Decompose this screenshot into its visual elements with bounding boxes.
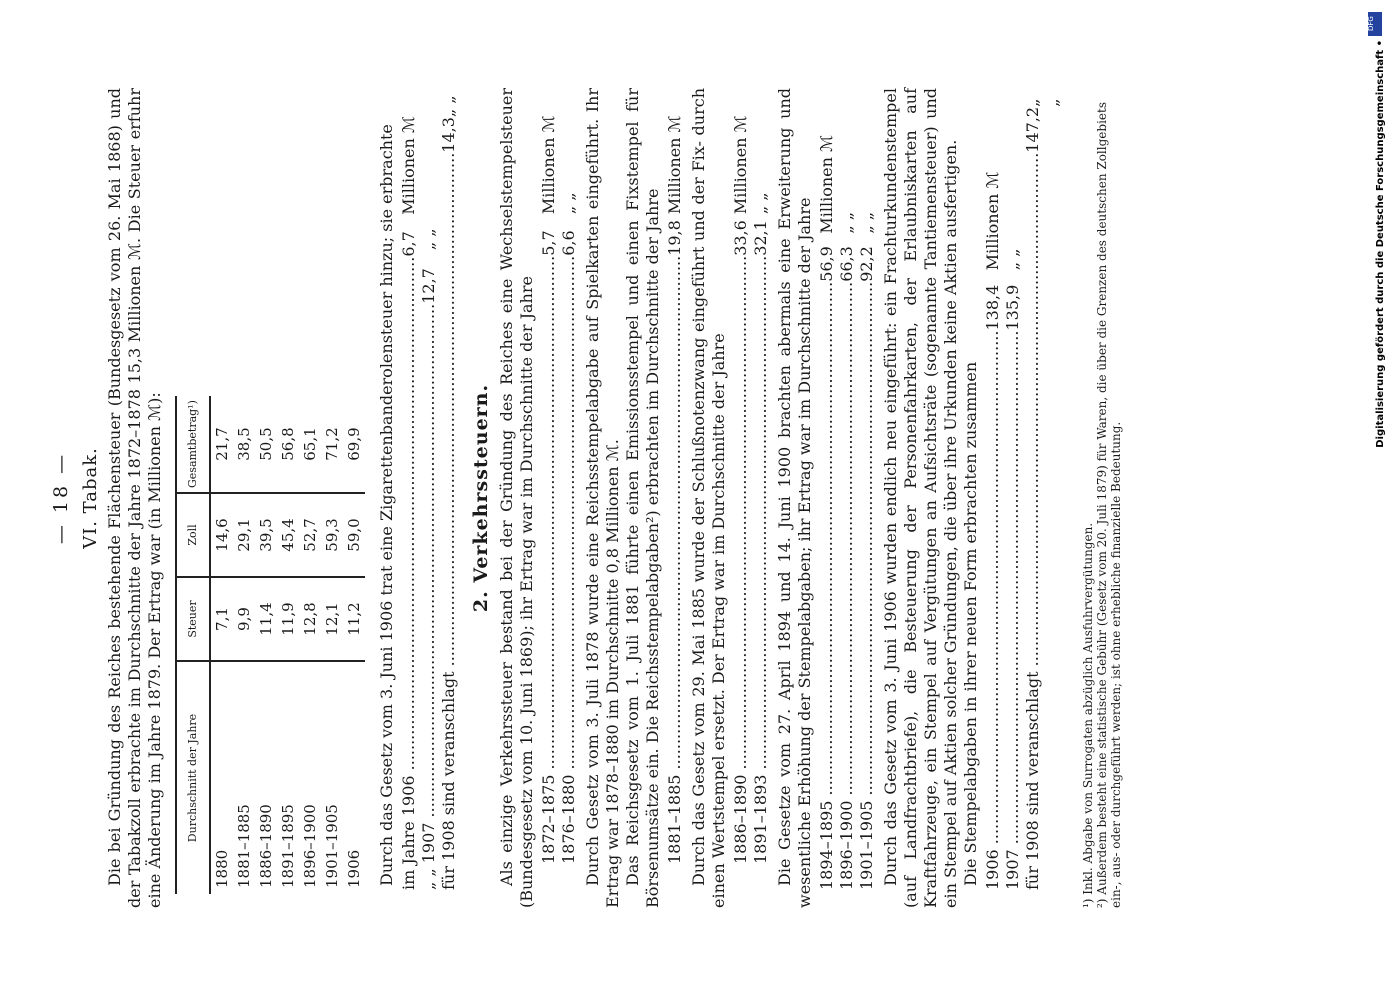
paragraph-gesetz-1906: Durch das Gesetz vom 3. Juni 1906 wurden endlich neu eingeführt: ein Frachturkundenstempel (auf Landfrachtbriefe), die Besteuerung der Personenfahrkarten, der Erlaubniskarten auf Kraftfahrzeuge, ein Stempel auf Vergütungen an Aufsichtsräte (sogenannte Tantiemensteuer) und ein Stempel auf Aktien solcher Gründungen, die über ihre Urkunden keine Aktien ausfertigen. (881, 88, 960, 908)
table-header: Gesamtbetrag¹) (176, 396, 210, 493)
table-cell: 45,4 (277, 493, 299, 577)
item-value: 33,6 (731, 220, 750, 256)
footnote-1: ¹) Inkl. Abgabe von Surrogaten abzüglich Ausfuhrvergütungen. (1081, 522, 1095, 908)
item-label: „ „ 1907 ..... (419, 304, 439, 890)
item-value: 135,9 (1003, 284, 1022, 331)
table-cell: 21,7 (210, 396, 233, 493)
item-label: 1876–1880 ..... (559, 256, 579, 864)
table-cell: 1886–1890 (257, 804, 275, 888)
table-cell: 39,5 (255, 493, 277, 577)
table-header: Zoll (176, 493, 210, 577)
cigarette-paragraph: Durch das Gesetz vom 3. Juni 1906 trat eine Zigarettenbanderolensteuer hinzu; sie erbrachte (377, 124, 396, 886)
item-unit: „ „ (439, 95, 458, 118)
table-cell: 59,0 (343, 493, 365, 577)
item-label: für 1908 sind veranschlagt ..... (439, 153, 459, 890)
item-label: 1906 ..... (983, 331, 1003, 890)
item-label: 1894–1895 ..... (817, 282, 837, 890)
list-item (419, 88, 439, 890)
table-cell: 11,2 (343, 577, 365, 661)
item-value: 92,2 (857, 246, 876, 282)
item-unit: „ „ (1023, 98, 1062, 107)
dfg-logo: DFG (1368, 12, 1382, 36)
paragraph-spielkarten: Durch Gesetz vom 3. Juli 1878 wurde eine Reichsstempelabgabe auf Spielkarten eingeführt. Ihr Ertrag war 1878–1880 im Durchschnitte 0,8 Millionen ℳ. (583, 88, 622, 908)
table-row (255, 396, 277, 894)
item-label: 1886–1890 ..... (731, 256, 751, 864)
table-cell: 69,9 (343, 396, 365, 493)
table-cell: 12,1 (321, 577, 343, 661)
table-cell: 11,4 (255, 577, 277, 661)
table-row (277, 396, 299, 894)
item-unit: Millionen ℳ (817, 134, 836, 234)
page-number: — 18 — (50, 451, 72, 545)
p7-list (983, 88, 1063, 908)
item-label: 1881–1885 ..... (665, 256, 685, 864)
item-value: 56,9 (817, 246, 836, 282)
dfg-credit-text: Digitalisierung gefördert durch die Deutsche Forschungsgemeinschaft • (1375, 40, 1386, 448)
list-item (539, 88, 559, 864)
table-row (210, 396, 233, 894)
table-cell: 7,1 (210, 577, 233, 661)
table-cell: 59,3 (321, 493, 343, 577)
item-unit: „ „ (751, 192, 770, 215)
table-cell: 50,5 (255, 396, 277, 493)
list-item (817, 88, 837, 890)
intro-paragraph: Die bei Gründung des Reiches bestehende Flächensteuer (Bundesgesetz vom 26. Mai 1868) und der Tabakzoll erbrachte im Durchschnitte der Jahre 1872–1878 15,3 Millionen ℳ. Die Steuer erfuhr eine Änderung im Jahre 1879. Der Ertrag war (in Millionen ℳ): (105, 88, 164, 908)
list-item (983, 88, 1003, 890)
list-item (837, 88, 857, 890)
table-row (343, 396, 365, 894)
paragraph-stempelabgaben: Die Stempelabgaben in ihrer neuen Form erbrachten zusammen (961, 361, 980, 886)
dfg-sidebar (1368, 12, 1390, 992)
paragraph-gesetze-1894-1900: Die Gesetze vom 27. April 1894 und 14. Juni 1900 brachten abermals eine Erweiterung und wesentliche Erhöhung der Stempelabgaben; ihr Ertrag war im Durchschnitte der Jahre (775, 88, 814, 908)
table-cell: 1906 (345, 849, 363, 888)
item-value: 6,6 (559, 230, 578, 256)
p4-list (731, 88, 771, 908)
list-item (1023, 88, 1063, 890)
item-label: im Jahre 1906 ..... (399, 257, 419, 890)
item-label: 1896–1900 ..... (837, 282, 857, 890)
list-item (751, 88, 771, 864)
item-unit: Millionen ℳ (983, 171, 1002, 271)
table-cell: 14,6 (210, 493, 233, 577)
table-cell: 1896–1900 (301, 804, 319, 888)
section-title-tabak: VI. Tabak. (80, 447, 101, 549)
paragraph-gesetz-1885: Durch das Gesetz vom 29. Mai 1885 wurde der Schlußnotenzwang eingeführt und der Fix- durch einen Wertstempel ersetzt. Der Ertrag war im Durchschnitte der Jahre (689, 88, 728, 908)
table-cell: 29,1 (233, 493, 255, 577)
p5-list (817, 88, 877, 908)
footnote-2: ²) Außerdem besteht eine statistische Gebühr (Gesetz vom 20. Juli 1879) für Waren, die über die Grenzen des deutschen Zollgebiets ein-, aus- oder durchgeführt werden; ist ohne erhebliche finanzielle Bedeutung. (1095, 102, 1123, 908)
item-value: 32,1 (751, 220, 770, 256)
table-cell: 9,9 (233, 577, 255, 661)
item-unit: „ „ (419, 228, 438, 251)
p3-list (665, 88, 685, 908)
table-cell: 65,1 (299, 396, 321, 493)
paragraph-wechselstempel: Als einzige Verkehrssteuer bestand bei der Gründung des Reiches eine Wechselstempelsteuer (Bundesgesetz vom 10. Juni 1869); ihr Ertrag war im Durchschnitte der Jahre (497, 88, 536, 908)
table-cell: 38,5 (233, 396, 255, 493)
item-value: 6,7 (399, 231, 418, 257)
table-cell: 56,8 (277, 396, 299, 493)
table-cell: 71,2 (321, 396, 343, 493)
table-cell: 1881–1885 (235, 804, 253, 888)
p1-list (539, 88, 579, 908)
item-label: 1901–1905 ..... (857, 282, 877, 890)
item-value: 5,7 (539, 230, 558, 256)
list-item (1003, 88, 1023, 890)
cigarette-list (399, 88, 459, 908)
table-row (299, 396, 321, 894)
item-unit: Millionen ℳ (539, 115, 558, 215)
table-cell: 52,7 (299, 493, 321, 577)
list-item (665, 88, 685, 864)
table-cell: 1891–1895 (279, 804, 297, 888)
list-item (857, 88, 877, 890)
item-unit: „ „ (559, 192, 578, 215)
page-content (51, 88, 1131, 908)
table-cell: 1880 (213, 849, 231, 888)
table-row (233, 396, 255, 894)
paragraph-reichsgesetz-1881: Das Reichsgesetz vom 1. Juli 1881 führte einen Emissionsstempel und einen Fixstempel für Börsenumsätze ein. Die Reichsstempelabgaben²) erbrachten im Durchschnitte der Jahre (623, 88, 662, 908)
item-unit: „ „ (837, 211, 856, 234)
item-label: für 1908 sind veranschlagt ..... (1023, 153, 1063, 890)
item-value: 12,7 (419, 268, 438, 304)
item-value: 66,3 (837, 246, 856, 282)
tobacco-table (175, 396, 365, 894)
item-unit: „ „ (857, 211, 876, 234)
section-title-verkehrssteuern: 2. Verkehrssteuern. (470, 383, 492, 613)
table-header: Steuer (176, 577, 210, 661)
item-unit: Millionen ℳ (399, 115, 418, 215)
item-value: 138,4 (983, 284, 1002, 331)
item-value: 19,8 (665, 220, 684, 256)
table-row (321, 396, 343, 894)
item-unit: „ „ (1003, 248, 1022, 271)
item-unit: Millionen ℳ (731, 115, 750, 215)
list-item (731, 88, 751, 864)
table-cell: 1901–1905 (323, 804, 341, 888)
item-label: 1907 ..... (1003, 331, 1023, 890)
item-label: 1891–1893 ..... (751, 256, 771, 864)
item-value: 14,3 (439, 117, 458, 153)
item-label: 1872–1875 ..... (539, 256, 559, 864)
list-item (559, 88, 579, 864)
item-value: 147,2 (1023, 106, 1042, 153)
item-unit: Millionen ℳ (665, 115, 684, 215)
table-cell: 12,8 (299, 577, 321, 661)
table-cell: 11,9 (277, 577, 299, 661)
list-item (399, 88, 419, 890)
list-item (439, 88, 459, 890)
footnotes (1081, 88, 1123, 908)
table-header: Durchschnitt der Jahre (176, 661, 210, 894)
